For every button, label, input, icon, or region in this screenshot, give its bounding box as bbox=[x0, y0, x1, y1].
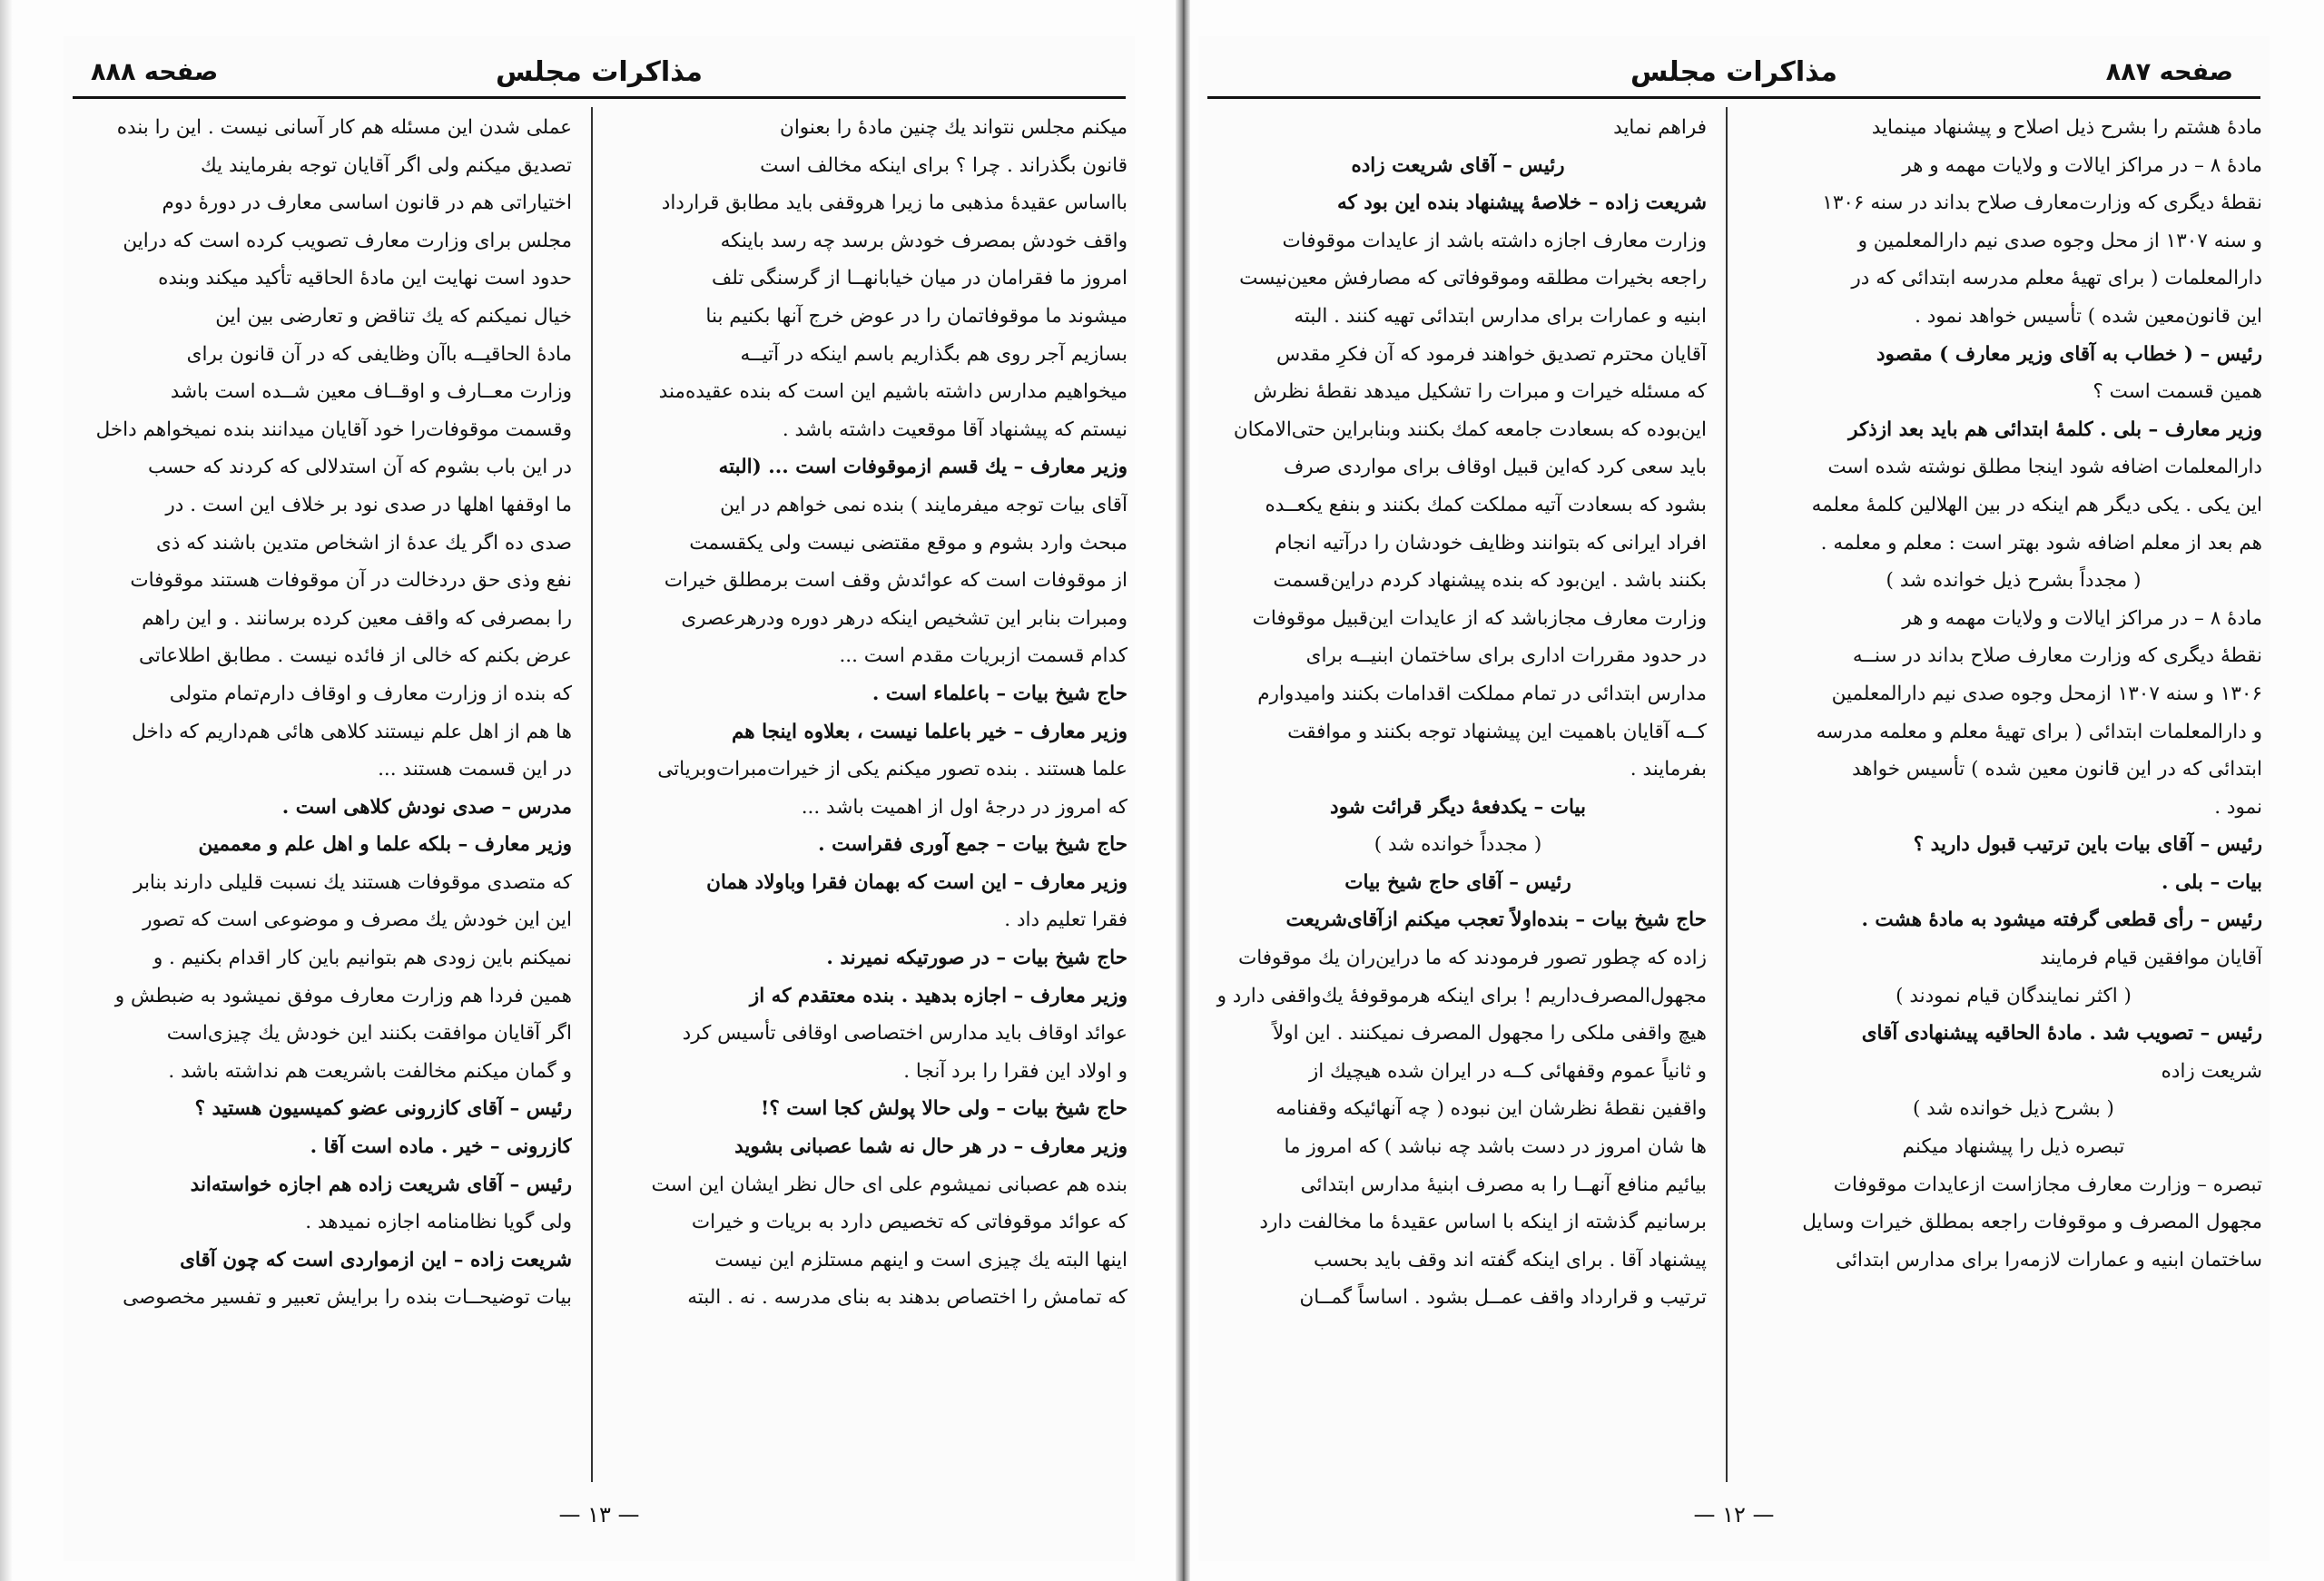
text-line: ( مجدداً خوانده شد ) bbox=[1374, 833, 1542, 857]
text-line: وزیر معارف – یك قسم ازموقوفات است ... (البته bbox=[718, 456, 1128, 479]
text-line: وزارت معــارف و اوقــاف معین شــده است باشد bbox=[170, 380, 572, 404]
text-line: ما اوقفها اهلها در صدی نود بر خلاف این است . در bbox=[165, 493, 572, 516]
text-line: این‌بوده که بسعادت جامعه کمك بکنند وبنابراین حتی‌الامکان bbox=[1233, 417, 1707, 441]
text-line: صدی ده اگر یك عدهٔ از اشخاص متدین باشند که ذی bbox=[156, 531, 572, 555]
text-line: ولی گویا نظامنامه اجازه نمیدهد . bbox=[305, 1211, 572, 1234]
text-line: این این خودش یك مصرف و موضوعی است که تصور bbox=[143, 908, 572, 932]
text-line: که بنده از وزارت معارف و اوقاف دارم‌تمام متولی bbox=[169, 682, 572, 705]
text-line: از موقوفات است که عوائدش وقف است برمطلق خیرات bbox=[664, 569, 1128, 593]
text-line: اینها البته یك چیزی است و اینهم مستلزم این نیست bbox=[714, 1248, 1128, 1272]
text-line: قانون بگذراند . چرا ؟ برای اینکه مخالف است bbox=[760, 153, 1128, 177]
text-line: شریعت زاده bbox=[2161, 1059, 2262, 1083]
text-line: وزیر معارف – بلی . کلمهٔ ابتدائی هم باید بعد ازذکر bbox=[1848, 417, 2262, 441]
text-line: بسازیم آجر روی هم بگذاریم باسم اینکه در آتیــه bbox=[740, 342, 1128, 366]
text-line: مادهٔ ۸ – در مراکز ایالات و ولایات مهمه و هر bbox=[1902, 153, 2262, 177]
text-line: مادهٔ الحاقیــه باآن وظایفی که در آن قانون برای bbox=[186, 342, 572, 366]
left-page bbox=[64, 36, 1135, 1561]
text-line: رئیس – آقای شریعت زاده هم اجازه خواسته‌اند bbox=[190, 1173, 572, 1196]
book-gutter bbox=[1176, 0, 1190, 1581]
text-line: کــه آقایان باهمیت این پیشنهاد توجه بکنند و موافقت bbox=[1287, 720, 1707, 743]
running-title: مذاکرات مجلس bbox=[1630, 56, 1838, 88]
text-line: مجلس برای وزارت معارف تصویب کرده است که دراین bbox=[123, 229, 572, 252]
text-line: افراد ایرانی که بتوانند وظایف خودشان را درآتیه انجام bbox=[1275, 531, 1707, 555]
text-line: را بمصرفی که واقف معین کرده برسانند . و این راهم bbox=[142, 606, 572, 630]
text-line: وزیر معارف – در هر حال نه شما عصبانی بشوید bbox=[734, 1135, 1128, 1159]
header-rule bbox=[1207, 96, 2260, 99]
text-line: واقفین نقطهٔ نظرشان این نبوده ( چه آنهائیکه وقفنامه bbox=[1275, 1097, 1707, 1121]
text-line: حدود است نهایت این مادهٔ الحاقیه تأکید میکند وبنده bbox=[158, 267, 572, 290]
text-line: که مسئله خیرات و مبرات را تشکیل میدهد نقطهٔ نظرش bbox=[1253, 380, 1707, 404]
text-line: عرض بکنم که خالی از فائده نیست . مطابق اطلاعاتی bbox=[138, 644, 572, 668]
text-line: ( اکثر نمایندگان قیام نمودند ) bbox=[1896, 984, 2132, 1007]
text-line: نمود . bbox=[2214, 795, 2262, 819]
text-line: که عوائد موقوفاتی که تخصیص دارد به بریات و خیرات bbox=[691, 1211, 1128, 1234]
text-line: میکنم مجلس نتواند یك چنین مادهٔ را بعنوان bbox=[780, 116, 1128, 139]
text-line: این یکی . یکی دیگر هم اینکه در بین الهلالین کلمهٔ معلمه bbox=[1811, 493, 2262, 516]
text-line: در این قسمت هستند ... bbox=[378, 758, 572, 781]
text-line: بنده هم عصبانی نمیشوم علی ای حال نظر ایشان این است bbox=[651, 1173, 1128, 1196]
text-line: بیات – بلی . bbox=[2162, 870, 2262, 894]
page-number: صفحه ۸۸۷ bbox=[2105, 58, 2233, 86]
text-line: و دارالمعلمات ابتدائی ( برای تهیهٔ معلم و معلمه مدرسه bbox=[1816, 720, 2262, 743]
text-line: رئیس – تصویب شد . مادهٔ الحاقیه پیشنهادی آقای bbox=[1861, 1022, 2262, 1046]
text-line: بااساس عقیدهٔ مذهبی ما زیرا هروقفی باید مطابق قرارداد bbox=[661, 191, 1128, 215]
text-line: ابنیه و عمارات برای مدارس ابتدائی تهیه کنند . البته bbox=[1294, 304, 1707, 328]
text-line: پیشنهاد آقا . برای اینکه گفته اند وقف باید بحسب bbox=[1313, 1248, 1707, 1272]
folio-number: — ۱۳ — bbox=[558, 1502, 640, 1527]
text-line: وزارت معارف اجازه داشته باشد از عایدات موقوفات bbox=[1282, 229, 1707, 252]
text-line: میشوند ما موقوفاتمان را در عوض خرج آنها بکنیم بنا bbox=[705, 304, 1128, 328]
text-line: بیات توضیحــات بنده را برایش تعبیر و تفسیر مخصوصی bbox=[123, 1286, 572, 1310]
text-line: و گمان میکنم مخالفت باشریعت هم نداشته باشد . bbox=[168, 1059, 572, 1083]
text-line: در حدود مقررات اداری برای ساختمان ابنیــه برای bbox=[1305, 644, 1707, 668]
text-line: شریعت زاده – این ازمواردی است که چون آقای bbox=[180, 1248, 572, 1272]
text-line: اگر آقایان موافقت بکنند این خودش یك چیزی‌است bbox=[166, 1022, 572, 1046]
text-line: تصدیق میکنم ولی اگر آقایان توجه بفرمایند یك bbox=[201, 153, 572, 177]
text-line: ( بشرح ذیل خوانده شد ) bbox=[1913, 1097, 2114, 1121]
header-rule bbox=[73, 96, 1126, 99]
page-header bbox=[64, 56, 1135, 98]
text-line: همین قسمت است ؟ bbox=[2093, 380, 2262, 404]
text-line: رئیس – رأی قطعی گرفته میشود به مادهٔ هشت . bbox=[1861, 908, 2262, 932]
text-line: بیات – یکدفعهٔ دیگر قرائت شود bbox=[1330, 795, 1586, 819]
text-line: وقسمت موقوفات‌را خود آقایان میدانند بنده نمیخواهم داخل bbox=[95, 417, 572, 441]
text-line: مجهول المصرف و موقوفات راجعه بمطلق خیرات وسایل bbox=[1802, 1211, 2262, 1234]
text-line: مدرس – صدی نودش کلاهی است . bbox=[281, 795, 572, 819]
text-column-left bbox=[1209, 109, 1707, 1479]
text-line: بیائیم منافع آنهــا را به مصرف ابنیهٔ مدارس ابتدائی bbox=[1300, 1173, 1707, 1196]
text-line: حاج شیخ بیات – ولی حالا پولش کجا است ؟! bbox=[760, 1097, 1128, 1121]
text-line: مبحث وارد بشوم و موقع مقتضی نیست ولی یکقسمت bbox=[689, 531, 1128, 555]
text-line: رئیس – آقای حاج شیخ بیات bbox=[1344, 870, 1571, 894]
folio-number: — ۱۲ — bbox=[1693, 1502, 1775, 1527]
page-header bbox=[1198, 56, 2270, 98]
text-line: وزیر معارف – بلکه علما و اهل علم و معممین bbox=[198, 833, 572, 857]
right-page bbox=[1198, 36, 2270, 1561]
text-line: آقای بیات توجه میفرمایند ) بنده نمی خواهم در این bbox=[720, 493, 1128, 516]
text-line: که امروز در درجهٔ اول از اهمیت باشد ... bbox=[801, 795, 1128, 819]
column-divider bbox=[591, 107, 593, 1482]
text-line: حاج شیخ بیات – جمع آوری فقراست . bbox=[818, 833, 1128, 857]
text-line: نیستم که پیشنهاد آقا موقعیت داشته باشد . bbox=[782, 417, 1128, 441]
text-line: ۱۳۰۶ و سنه ۱۳۰۷ ازمحل وجوه صدی نیم دارالمعلمین bbox=[1831, 682, 2262, 705]
text-line: دارالمعلمات اضافه شود اینجا مطلق نوشته شده است bbox=[1827, 456, 2262, 479]
text-line: کدام قسمت ازبریات مقدم است ... bbox=[839, 644, 1128, 668]
text-line: وزیر معارف – این است که بهمان فقرا وباولاد همان bbox=[706, 870, 1128, 894]
text-column-right bbox=[630, 109, 1128, 1479]
text-line: حاج شیخ بیات – در صورتیکه نمیرند . bbox=[826, 947, 1128, 970]
text-line: ها شان امروز در دست باشد چه نباشد ) که امروز ما bbox=[1284, 1135, 1707, 1159]
text-line: نمیکنم باین زودی هم بتوانیم باین کار اقدام بکنیم . و bbox=[153, 947, 572, 970]
text-line: امروز ما فقرامان در میان خیابانهــا از گرسنگی تلف bbox=[711, 267, 1128, 290]
text-line: حاج شیخ بیات – باعلماء است . bbox=[872, 682, 1128, 705]
text-line: علما هستند . بنده تصور میکنم یکی از خیرات‌مبرات‌وبریاتی bbox=[657, 758, 1128, 781]
text-line: خیال نمیکنم که یك تناقض و تعارضی بین این bbox=[215, 304, 572, 328]
text-line: ساختمان ابنیه و عمارات لازمه‌را برای مدارس ابتدائی bbox=[1836, 1248, 2262, 1272]
text-line: که متصدی موقوفات هستند یك نسبت قلیلی دارند بنابر bbox=[133, 870, 572, 894]
text-line: راجعه بخیرات مطلقه وموقوفاتی که مصارفش معین‌نیست bbox=[1239, 267, 1707, 290]
text-column-left bbox=[74, 109, 572, 1479]
text-line: این قانون‌معین شده ) تأسیس خواهد نمود . bbox=[1915, 304, 2262, 328]
text-line: میخواهیم مدارس داشته باشیم این است که بنده عقیده‌مند bbox=[658, 380, 1128, 404]
text-line: عوائد اوقاف باید مدارس اختصاصی اوقافی تأسیس کرد bbox=[682, 1022, 1128, 1046]
text-line: فقرا تعلیم داد . bbox=[1004, 908, 1128, 932]
text-line: ترتیب و قرارداد واقف عمــل بشود . اساساً گمــان bbox=[1299, 1286, 1707, 1310]
text-line: دارالمعلمات ( برای تهیهٔ معلم مدرسه ابتدائی که در bbox=[1851, 267, 2262, 290]
text-line: بفرمایند . bbox=[1630, 758, 1707, 781]
text-line: برسانیم گذشته از اینکه با اساس عقیدهٔ ما مخالفت دارد bbox=[1259, 1211, 1707, 1234]
text-line: رئیس – آقای کازرونی عضو کمیسیون هستید ؟ bbox=[194, 1097, 572, 1121]
text-line: و ثانیاً عموم وقفهائی کــه در ایران شده هیچیك از bbox=[1308, 1059, 1707, 1083]
text-line: که تمامش را اختصاص بدهند به بنای مدرسه . نه . البته bbox=[687, 1286, 1128, 1310]
text-line: بشود که بسعادت آتیه مملکت کمك بکنند و بنفع یکعــده bbox=[1265, 493, 1707, 516]
text-line: حاج شیخ بیات – بنده‌اولاً تعجب میکنم ازآقای‌شریعت bbox=[1285, 908, 1707, 932]
text-line: شریعت زاده – خلاصهٔ پیشنهاد بنده این بود که bbox=[1336, 191, 1707, 215]
text-line: کازرونی – خیر . ماده است آقا . bbox=[310, 1135, 572, 1159]
text-line: آقایان محترم تصدیق خواهند فرمود که آن فکرِ مقدس bbox=[1276, 342, 1707, 366]
text-column-right bbox=[1765, 109, 2262, 1479]
text-line: بکنند باشد . این‌بود که بنده پیشنهاد کردم دراین‌قسمت bbox=[1273, 569, 1707, 593]
text-line: وزارت معارف مجازباشد که از عایدات این‌قبیل موقوفات bbox=[1252, 606, 1707, 630]
text-line: هیچ واقفی ملکی را مجهول المصرف نمیکنند . این اولاً bbox=[1272, 1022, 1707, 1046]
text-line: نقطهٔ دیگری که وزارت‌معارف صلاح بداند در سنه ۱۳۰۶ bbox=[1822, 191, 2262, 215]
text-line: واقف خودش بمصرف خودش برسد چه رسد باینکه bbox=[720, 229, 1128, 252]
running-title: مذاکرات مجلس bbox=[495, 56, 704, 88]
text-line: زاده که چطور تصور فرمودند که ما دراین‌ران یك موقوفات bbox=[1237, 947, 1707, 970]
text-line: ومبرات بنابر این تشخیص اینکه درهر دوره ودرهرعصری bbox=[681, 606, 1128, 630]
text-line: عملی شدن این مسئله هم کار آسانی نیست . این را بنده bbox=[116, 116, 572, 139]
text-line: وزیر معارف – خیر باعلما نیست ، بعلاوه اینجا هم bbox=[732, 720, 1128, 743]
text-line: مادهٔ هشتم را بشرح ذیل اصلاح و پیشنهاد مینماید bbox=[1871, 116, 2262, 139]
text-line: و اولاد این فقرا را برد آنجا . bbox=[903, 1059, 1128, 1083]
text-line: اختیاراتی هم در قانون اساسی معارف در دورهٔ دوم bbox=[162, 191, 572, 215]
text-line: نقطهٔ دیگری که وزارت معارف صلاح بداند در سنــه bbox=[1852, 644, 2262, 668]
text-line: و سنه ۱۳۰۷ از محل وجوه صدی نیم دارالمعلمین و bbox=[1857, 229, 2262, 252]
text-line: همین فردا هم وزارت معارف موفق نمیشود به ضبطش و bbox=[114, 984, 572, 1007]
page-edge-shadow bbox=[0, 0, 13, 1581]
text-line: در این باب بشوم که آن استدلالی که کردند که حسب bbox=[147, 456, 572, 479]
column-divider bbox=[1726, 107, 1728, 1482]
text-line: فراهم نماید bbox=[1613, 116, 1707, 139]
text-line: تبصره ذیل را پیشنهاد میکنم bbox=[1902, 1135, 2125, 1159]
text-line: ابتدائی که در این قانون معین شده ) تأسیس خواهد bbox=[1851, 758, 2262, 781]
text-line: تبصره – وزارت معارف مجازاست ازعایدات موقوفات bbox=[1833, 1173, 2262, 1196]
text-line: آقایان موافقین قیام فرمایند bbox=[2040, 947, 2262, 970]
text-line: هم بعد از معلم اضافه شود بهتر است : معلم و معلمه . bbox=[1820, 531, 2262, 555]
text-line: رئیس – آقای بیات باین ترتیب قبول دارید ؟ bbox=[1913, 833, 2262, 857]
text-line: رئیس – ( خطاب به آقای وزیر معارف ) مقصود bbox=[1876, 342, 2262, 366]
text-line: مجهول‌المصرف‌داریم ! برای اینکه هرموقوفهٔ یك‌واقفی دارد و bbox=[1216, 984, 1707, 1007]
text-line: مادهٔ ۸ – در مراکز ایالات و ولایات مهمه و هر bbox=[1902, 606, 2262, 630]
text-line: مدارس ابتدائی در تمام مملکت اقدامات بکنند وامیدوارم bbox=[1257, 682, 1707, 705]
page-number: صفحه ۸۸۸ bbox=[91, 58, 219, 86]
text-line: ها هم از اهل علم نیستند کلاهی هائی هم‌داریم که داخل bbox=[132, 720, 572, 743]
text-line: وزیر معارف – اجازه بدهید . بنده معتقدم که از bbox=[749, 984, 1128, 1007]
text-line: ( مجدداً بشرح ذیل خوانده شد ) bbox=[1886, 569, 2142, 593]
text-line: رئیس – آقای شریعت زاده bbox=[1351, 153, 1565, 177]
text-line: نفع وذی حق دردخالت در آن موقوفات هستند موقوفات bbox=[130, 569, 572, 593]
text-line: باید سعی کرد که‌این قبیل اوقاف برای مواردی صرف bbox=[1284, 456, 1707, 479]
